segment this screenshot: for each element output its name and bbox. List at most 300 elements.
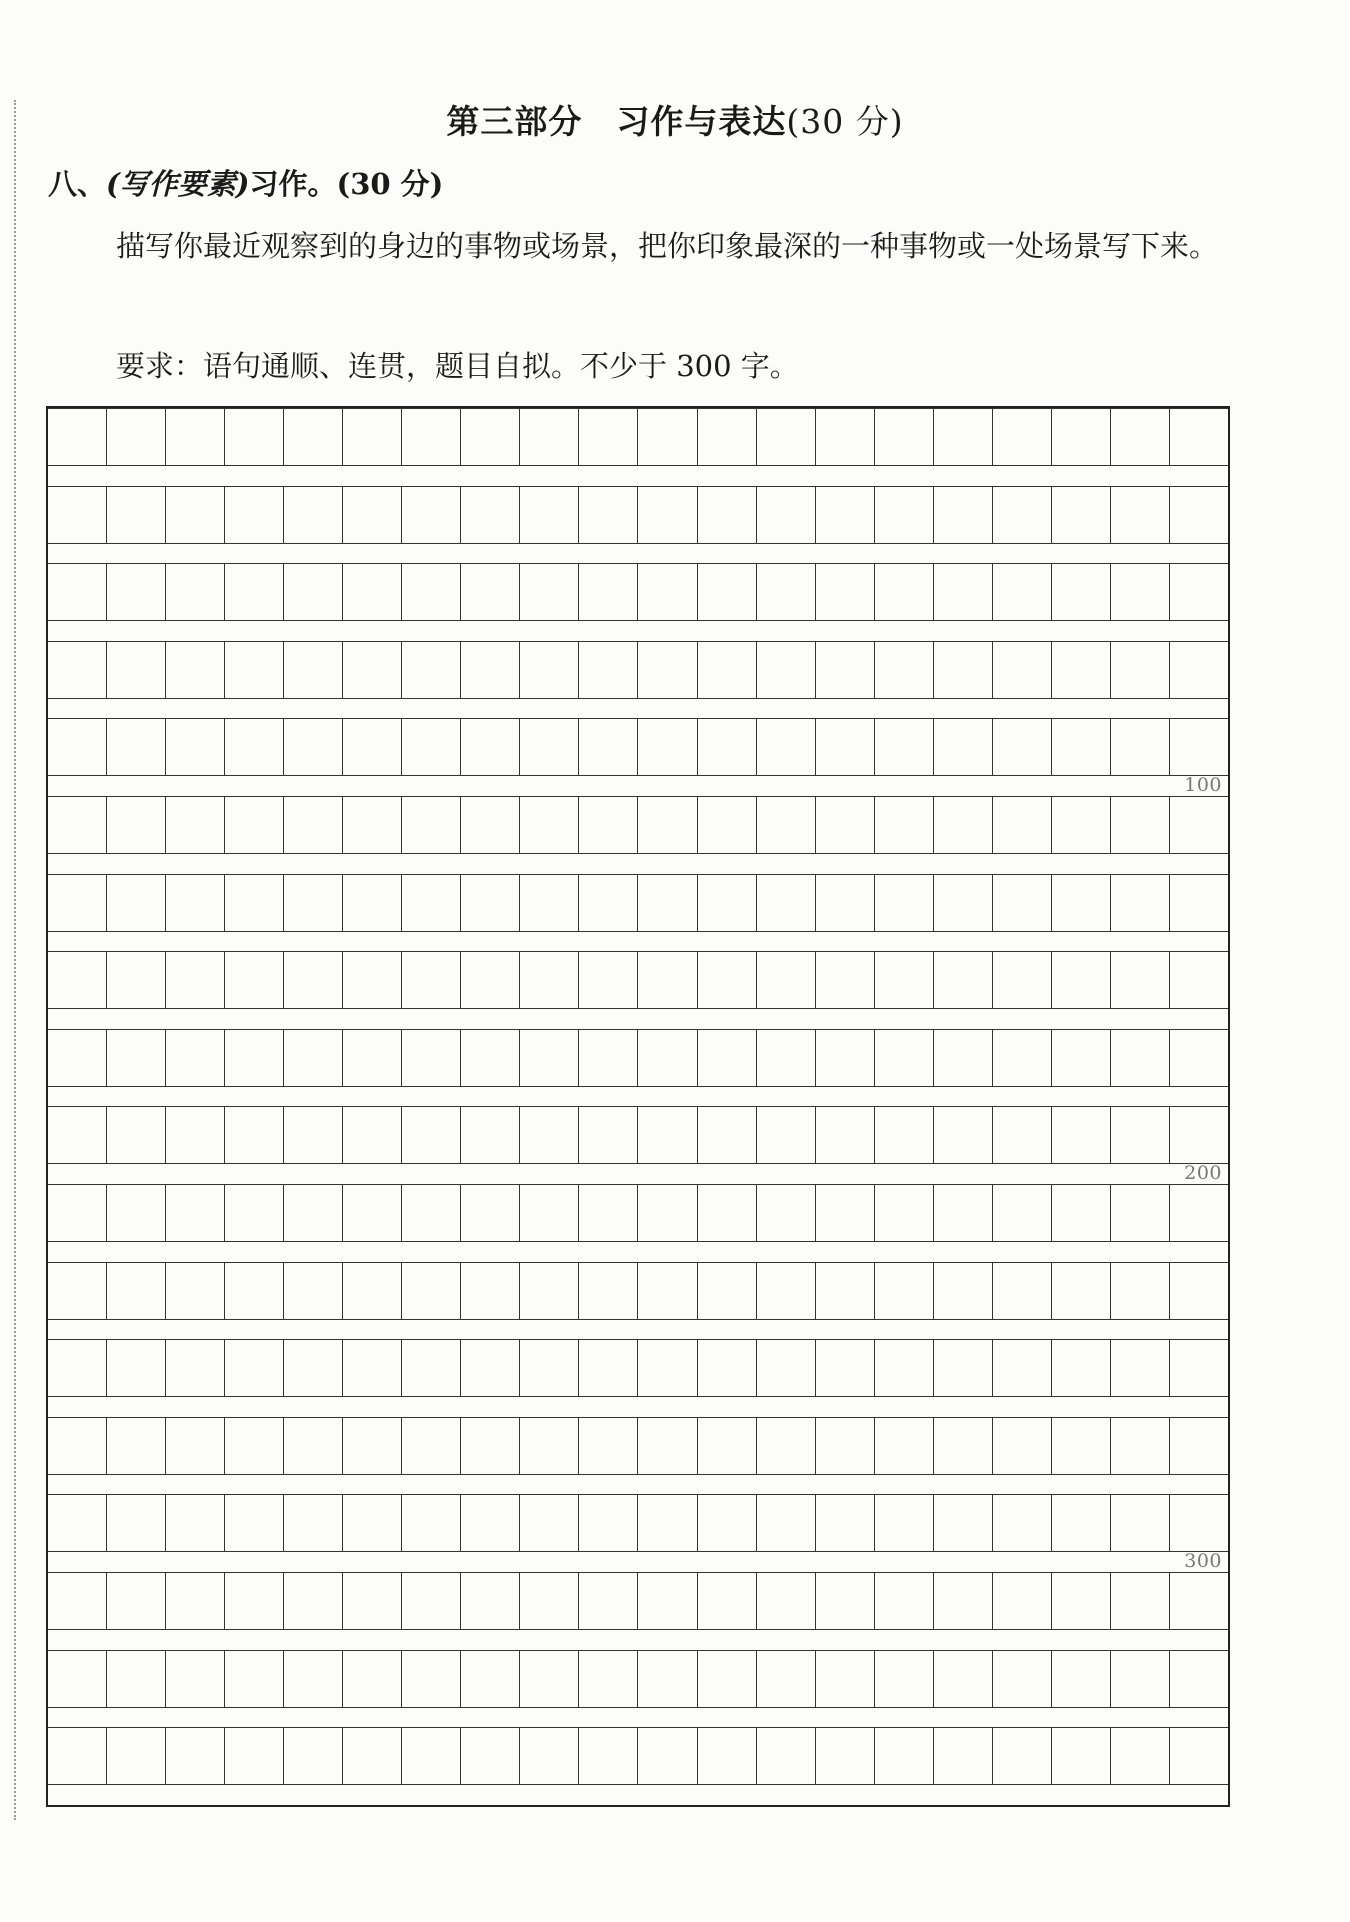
grid-cell[interactable] [934, 1263, 993, 1319]
grid-cell[interactable] [107, 1185, 166, 1241]
grid-cell[interactable] [48, 797, 107, 853]
grid-cell[interactable] [579, 1418, 638, 1474]
grid-cell[interactable] [520, 487, 579, 543]
grid-cell[interactable] [1170, 642, 1228, 698]
grid-cell[interactable] [166, 1030, 225, 1086]
grid-cell[interactable] [579, 1263, 638, 1319]
grid-cell[interactable] [520, 1573, 579, 1629]
grid-cell[interactable] [1052, 1185, 1111, 1241]
grid-cell[interactable] [698, 719, 757, 775]
grid-cell[interactable] [402, 875, 461, 931]
grid-cell[interactable] [48, 1418, 107, 1474]
grid-cell[interactable] [461, 1651, 520, 1707]
grid-cell[interactable] [284, 1340, 343, 1396]
grid-cell[interactable] [461, 487, 520, 543]
grid-cell[interactable] [875, 797, 934, 853]
grid-cell[interactable] [166, 1495, 225, 1551]
grid-cell[interactable] [934, 1728, 993, 1784]
grid-cell[interactable] [107, 564, 166, 620]
grid-cell[interactable] [875, 1185, 934, 1241]
grid-cell[interactable] [402, 1418, 461, 1474]
grid-cell[interactable] [166, 564, 225, 620]
grid-cell[interactable] [402, 1185, 461, 1241]
grid-cell[interactable] [934, 487, 993, 543]
grid-cell[interactable] [166, 875, 225, 931]
grid-cell[interactable] [461, 1495, 520, 1551]
grid-cell[interactable] [1111, 1418, 1170, 1474]
grid-cell[interactable] [934, 1418, 993, 1474]
grid-cell[interactable] [107, 1573, 166, 1629]
grid-cell[interactable] [461, 1573, 520, 1629]
grid-cell[interactable] [638, 719, 697, 775]
grid-cell[interactable] [107, 875, 166, 931]
grid-cell[interactable] [284, 1573, 343, 1629]
grid-cell[interactable] [993, 797, 1052, 853]
grid-cell[interactable] [166, 1418, 225, 1474]
grid-cell[interactable] [225, 409, 284, 465]
grid-cell[interactable] [698, 1495, 757, 1551]
grid-cell[interactable] [875, 564, 934, 620]
grid-cell[interactable] [698, 1107, 757, 1163]
grid-cell[interactable] [107, 952, 166, 1008]
grid-cell[interactable] [343, 1263, 402, 1319]
grid-cell[interactable] [1170, 1263, 1228, 1319]
grid-cell[interactable] [461, 1263, 520, 1319]
grid-cell[interactable] [875, 1340, 934, 1396]
grid-cell[interactable] [816, 1728, 875, 1784]
grid-cell[interactable] [107, 719, 166, 775]
grid-cell[interactable] [816, 1107, 875, 1163]
grid-cell[interactable] [284, 1030, 343, 1086]
grid-cell[interactable] [816, 1418, 875, 1474]
grid-cell[interactable] [1052, 1340, 1111, 1396]
grid-cell[interactable] [284, 952, 343, 1008]
grid-cell[interactable] [934, 1651, 993, 1707]
grid-cell[interactable] [638, 1418, 697, 1474]
grid-cell[interactable] [166, 719, 225, 775]
grid-cell[interactable] [757, 1418, 816, 1474]
grid-cell[interactable] [757, 1728, 816, 1784]
grid-cell[interactable] [1170, 875, 1228, 931]
grid-cell[interactable] [107, 1340, 166, 1396]
grid-cell[interactable] [934, 797, 993, 853]
grid-cell[interactable] [1111, 719, 1170, 775]
grid-cell[interactable] [934, 952, 993, 1008]
grid-cell[interactable] [284, 875, 343, 931]
grid-cell[interactable] [934, 1185, 993, 1241]
grid-cell[interactable] [520, 875, 579, 931]
grid-cell[interactable] [461, 564, 520, 620]
grid-cell[interactable] [1170, 1573, 1228, 1629]
grid-cell[interactable] [520, 564, 579, 620]
grid-cell[interactable] [461, 1107, 520, 1163]
grid-cell[interactable] [284, 1728, 343, 1784]
grid-cell[interactable] [993, 1107, 1052, 1163]
grid-cell[interactable] [875, 1107, 934, 1163]
grid-cell[interactable] [402, 1030, 461, 1086]
grid-cell[interactable] [1170, 1030, 1228, 1086]
grid-cell[interactable] [579, 719, 638, 775]
grid-cell[interactable] [343, 1418, 402, 1474]
grid-cell[interactable] [993, 1573, 1052, 1629]
grid-cell[interactable] [343, 875, 402, 931]
grid-cell[interactable] [225, 1340, 284, 1396]
grid-cell[interactable] [638, 642, 697, 698]
grid-cell[interactable] [993, 1340, 1052, 1396]
grid-cell[interactable] [638, 952, 697, 1008]
grid-cell[interactable] [520, 1495, 579, 1551]
grid-cell[interactable] [1111, 1573, 1170, 1629]
grid-cell[interactable] [520, 719, 579, 775]
grid-cell[interactable] [1052, 642, 1111, 698]
grid-cell[interactable] [1052, 487, 1111, 543]
grid-cell[interactable] [284, 564, 343, 620]
grid-cell[interactable] [48, 952, 107, 1008]
grid-cell[interactable] [1170, 797, 1228, 853]
grid-cell[interactable] [225, 952, 284, 1008]
grid-cell[interactable] [343, 1340, 402, 1396]
grid-cell[interactable] [166, 1340, 225, 1396]
grid-cell[interactable] [816, 719, 875, 775]
grid-cell[interactable] [284, 1263, 343, 1319]
grid-cell[interactable] [579, 564, 638, 620]
grid-cell[interactable] [1111, 1185, 1170, 1241]
grid-cell[interactable] [402, 1107, 461, 1163]
grid-cell[interactable] [579, 952, 638, 1008]
grid-cell[interactable] [993, 409, 1052, 465]
grid-cell[interactable] [48, 875, 107, 931]
grid-cell[interactable] [1052, 952, 1111, 1008]
grid-cell[interactable] [343, 1030, 402, 1086]
grid-cell[interactable] [48, 719, 107, 775]
grid-cell[interactable] [698, 1185, 757, 1241]
grid-cell[interactable] [757, 1573, 816, 1629]
grid-cell[interactable] [1052, 1573, 1111, 1629]
grid-cell[interactable] [461, 1030, 520, 1086]
grid-cell[interactable] [934, 1107, 993, 1163]
grid-cell[interactable] [48, 1651, 107, 1707]
grid-cell[interactable] [402, 719, 461, 775]
grid-cell[interactable] [520, 1418, 579, 1474]
grid-cell[interactable] [579, 1340, 638, 1396]
grid-cell[interactable] [757, 487, 816, 543]
grid-cell[interactable] [1052, 719, 1111, 775]
grid-cell[interactable] [343, 1495, 402, 1551]
grid-cell[interactable] [579, 1030, 638, 1086]
grid-cell[interactable] [520, 1728, 579, 1784]
grid-cell[interactable] [993, 1495, 1052, 1551]
grid-cell[interactable] [225, 564, 284, 620]
grid-cell[interactable] [225, 642, 284, 698]
grid-cell[interactable] [1170, 1651, 1228, 1707]
grid-cell[interactable] [1052, 1107, 1111, 1163]
grid-cell[interactable] [993, 1728, 1052, 1784]
grid-cell[interactable] [225, 1728, 284, 1784]
grid-cell[interactable] [402, 1340, 461, 1396]
grid-cell[interactable] [757, 1263, 816, 1319]
grid-cell[interactable] [993, 875, 1052, 931]
grid-cell[interactable] [816, 797, 875, 853]
grid-cell[interactable] [1170, 1728, 1228, 1784]
grid-cell[interactable] [107, 1728, 166, 1784]
grid-cell[interactable] [993, 642, 1052, 698]
grid-cell[interactable] [875, 1030, 934, 1086]
grid-cell[interactable] [816, 875, 875, 931]
grid-cell[interactable] [225, 875, 284, 931]
grid-cell[interactable] [1052, 1651, 1111, 1707]
grid-cell[interactable] [107, 409, 166, 465]
grid-cell[interactable] [107, 487, 166, 543]
grid-cell[interactable] [638, 487, 697, 543]
grid-cell[interactable] [816, 564, 875, 620]
grid-cell[interactable] [107, 642, 166, 698]
grid-cell[interactable] [402, 1495, 461, 1551]
grid-cell[interactable] [934, 1030, 993, 1086]
grid-cell[interactable] [579, 1185, 638, 1241]
grid-cell[interactable] [343, 409, 402, 465]
grid-cell[interactable] [875, 1418, 934, 1474]
grid-cell[interactable] [107, 1107, 166, 1163]
grid-cell[interactable] [461, 1185, 520, 1241]
grid-cell[interactable] [225, 797, 284, 853]
grid-cell[interactable] [1170, 409, 1228, 465]
grid-cell[interactable] [520, 1185, 579, 1241]
grid-cell[interactable] [934, 875, 993, 931]
grid-cell[interactable] [343, 564, 402, 620]
grid-cell[interactable] [816, 1185, 875, 1241]
grid-cell[interactable] [461, 797, 520, 853]
grid-cell[interactable] [993, 564, 1052, 620]
grid-cell[interactable] [343, 1573, 402, 1629]
grid-cell[interactable] [225, 1651, 284, 1707]
grid-cell[interactable] [638, 1651, 697, 1707]
grid-cell[interactable] [48, 642, 107, 698]
grid-cell[interactable] [579, 1728, 638, 1784]
grid-cell[interactable] [402, 487, 461, 543]
grid-cell[interactable] [638, 1728, 697, 1784]
grid-cell[interactable] [1052, 875, 1111, 931]
grid-cell[interactable] [638, 409, 697, 465]
grid-cell[interactable] [520, 409, 579, 465]
grid-cell[interactable] [402, 1728, 461, 1784]
grid-cell[interactable] [1170, 1107, 1228, 1163]
grid-cell[interactable] [402, 1573, 461, 1629]
grid-cell[interactable] [166, 952, 225, 1008]
grid-cell[interactable] [816, 1573, 875, 1629]
grid-cell[interactable] [284, 1651, 343, 1707]
grid-cell[interactable] [934, 1340, 993, 1396]
grid-cell[interactable] [284, 1495, 343, 1551]
grid-cell[interactable] [757, 797, 816, 853]
grid-cell[interactable] [1111, 1030, 1170, 1086]
grid-cell[interactable] [757, 409, 816, 465]
grid-cell[interactable] [1111, 1651, 1170, 1707]
grid-cell[interactable] [1170, 719, 1228, 775]
grid-cell[interactable] [48, 1107, 107, 1163]
grid-cell[interactable] [343, 719, 402, 775]
grid-cell[interactable] [757, 1030, 816, 1086]
grid-cell[interactable] [166, 1263, 225, 1319]
grid-cell[interactable] [225, 1418, 284, 1474]
grid-cell[interactable] [579, 487, 638, 543]
grid-cell[interactable] [875, 487, 934, 543]
grid-cell[interactable] [698, 487, 757, 543]
grid-cell[interactable] [461, 719, 520, 775]
grid-cell[interactable] [579, 1495, 638, 1551]
grid-cell[interactable] [698, 1728, 757, 1784]
grid-cell[interactable] [698, 952, 757, 1008]
grid-cell[interactable] [48, 1185, 107, 1241]
grid-cell[interactable] [816, 409, 875, 465]
grid-cell[interactable] [1052, 1263, 1111, 1319]
grid-cell[interactable] [1111, 1495, 1170, 1551]
grid-cell[interactable] [757, 1340, 816, 1396]
grid-cell[interactable] [107, 1495, 166, 1551]
grid-cell[interactable] [875, 1263, 934, 1319]
grid-cell[interactable] [1111, 875, 1170, 931]
grid-cell[interactable] [343, 1185, 402, 1241]
grid-cell[interactable] [934, 1495, 993, 1551]
grid-cell[interactable] [520, 1340, 579, 1396]
grid-cell[interactable] [579, 1573, 638, 1629]
grid-cell[interactable] [461, 1728, 520, 1784]
grid-cell[interactable] [1111, 952, 1170, 1008]
grid-cell[interactable] [875, 1573, 934, 1629]
grid-cell[interactable] [107, 1418, 166, 1474]
grid-cell[interactable] [638, 1340, 697, 1396]
grid-cell[interactable] [993, 1263, 1052, 1319]
grid-cell[interactable] [402, 952, 461, 1008]
grid-cell[interactable] [225, 1573, 284, 1629]
grid-cell[interactable] [698, 1340, 757, 1396]
grid-cell[interactable] [579, 409, 638, 465]
grid-cell[interactable] [48, 564, 107, 620]
grid-cell[interactable] [993, 1651, 1052, 1707]
grid-cell[interactable] [1111, 564, 1170, 620]
grid-cell[interactable] [993, 719, 1052, 775]
grid-cell[interactable] [816, 487, 875, 543]
grid-cell[interactable] [816, 642, 875, 698]
grid-cell[interactable] [1170, 1418, 1228, 1474]
grid-cell[interactable] [1111, 1263, 1170, 1319]
grid-cell[interactable] [107, 1263, 166, 1319]
grid-cell[interactable] [1111, 642, 1170, 698]
grid-cell[interactable] [875, 642, 934, 698]
grid-cell[interactable] [166, 1728, 225, 1784]
grid-cell[interactable] [757, 1185, 816, 1241]
grid-cell[interactable] [1170, 564, 1228, 620]
grid-cell[interactable] [638, 1495, 697, 1551]
grid-cell[interactable] [1052, 1728, 1111, 1784]
grid-cell[interactable] [1052, 1418, 1111, 1474]
grid-cell[interactable] [402, 1651, 461, 1707]
grid-cell[interactable] [698, 564, 757, 620]
grid-cell[interactable] [343, 1651, 402, 1707]
grid-cell[interactable] [579, 642, 638, 698]
grid-cell[interactable] [698, 1263, 757, 1319]
grid-cell[interactable] [166, 487, 225, 543]
grid-cell[interactable] [638, 797, 697, 853]
grid-cell[interactable] [461, 642, 520, 698]
grid-cell[interactable] [284, 487, 343, 543]
grid-cell[interactable] [343, 952, 402, 1008]
grid-cell[interactable] [698, 642, 757, 698]
grid-cell[interactable] [875, 719, 934, 775]
grid-cell[interactable] [107, 1651, 166, 1707]
grid-cell[interactable] [166, 1573, 225, 1629]
grid-cell[interactable] [698, 875, 757, 931]
grid-cell[interactable] [816, 1495, 875, 1551]
grid-cell[interactable] [48, 487, 107, 543]
grid-cell[interactable] [402, 409, 461, 465]
grid-cell[interactable] [698, 1651, 757, 1707]
grid-cell[interactable] [166, 1651, 225, 1707]
grid-cell[interactable] [520, 642, 579, 698]
grid-cell[interactable] [698, 1030, 757, 1086]
grid-cell[interactable] [757, 719, 816, 775]
grid-cell[interactable] [402, 797, 461, 853]
grid-cell[interactable] [343, 1107, 402, 1163]
grid-cell[interactable] [48, 1263, 107, 1319]
grid-cell[interactable] [757, 1107, 816, 1163]
grid-cell[interactable] [520, 1651, 579, 1707]
grid-cell[interactable] [934, 642, 993, 698]
grid-cell[interactable] [284, 797, 343, 853]
grid-cell[interactable] [461, 875, 520, 931]
grid-cell[interactable] [48, 1728, 107, 1784]
grid-cell[interactable] [166, 1107, 225, 1163]
grid-cell[interactable] [757, 564, 816, 620]
grid-cell[interactable] [284, 1107, 343, 1163]
grid-cell[interactable] [934, 1573, 993, 1629]
grid-cell[interactable] [225, 487, 284, 543]
grid-cell[interactable] [225, 1495, 284, 1551]
grid-cell[interactable] [343, 642, 402, 698]
grid-cell[interactable] [402, 642, 461, 698]
grid-cell[interactable] [284, 642, 343, 698]
grid-cell[interactable] [757, 875, 816, 931]
grid-cell[interactable] [875, 952, 934, 1008]
grid-cell[interactable] [638, 564, 697, 620]
grid-cell[interactable] [816, 1263, 875, 1319]
grid-cell[interactable] [875, 1651, 934, 1707]
grid-cell[interactable] [284, 1418, 343, 1474]
grid-cell[interactable] [816, 1340, 875, 1396]
grid-cell[interactable] [579, 875, 638, 931]
grid-cell[interactable] [461, 409, 520, 465]
grid-cell[interactable] [698, 1418, 757, 1474]
grid-cell[interactable] [638, 1107, 697, 1163]
grid-cell[interactable] [48, 1573, 107, 1629]
grid-cell[interactable] [343, 487, 402, 543]
grid-cell[interactable] [284, 409, 343, 465]
grid-cell[interactable] [343, 1728, 402, 1784]
grid-cell[interactable] [875, 1728, 934, 1784]
grid-cell[interactable] [402, 564, 461, 620]
grid-cell[interactable] [1170, 487, 1228, 543]
grid-cell[interactable] [1052, 564, 1111, 620]
grid-cell[interactable] [1111, 487, 1170, 543]
grid-cell[interactable] [520, 1107, 579, 1163]
grid-cell[interactable] [934, 564, 993, 620]
grid-cell[interactable] [579, 797, 638, 853]
grid-cell[interactable] [1170, 952, 1228, 1008]
grid-cell[interactable] [934, 719, 993, 775]
grid-cell[interactable] [816, 952, 875, 1008]
grid-cell[interactable] [1111, 1728, 1170, 1784]
grid-cell[interactable] [107, 797, 166, 853]
grid-cell[interactable] [579, 1651, 638, 1707]
